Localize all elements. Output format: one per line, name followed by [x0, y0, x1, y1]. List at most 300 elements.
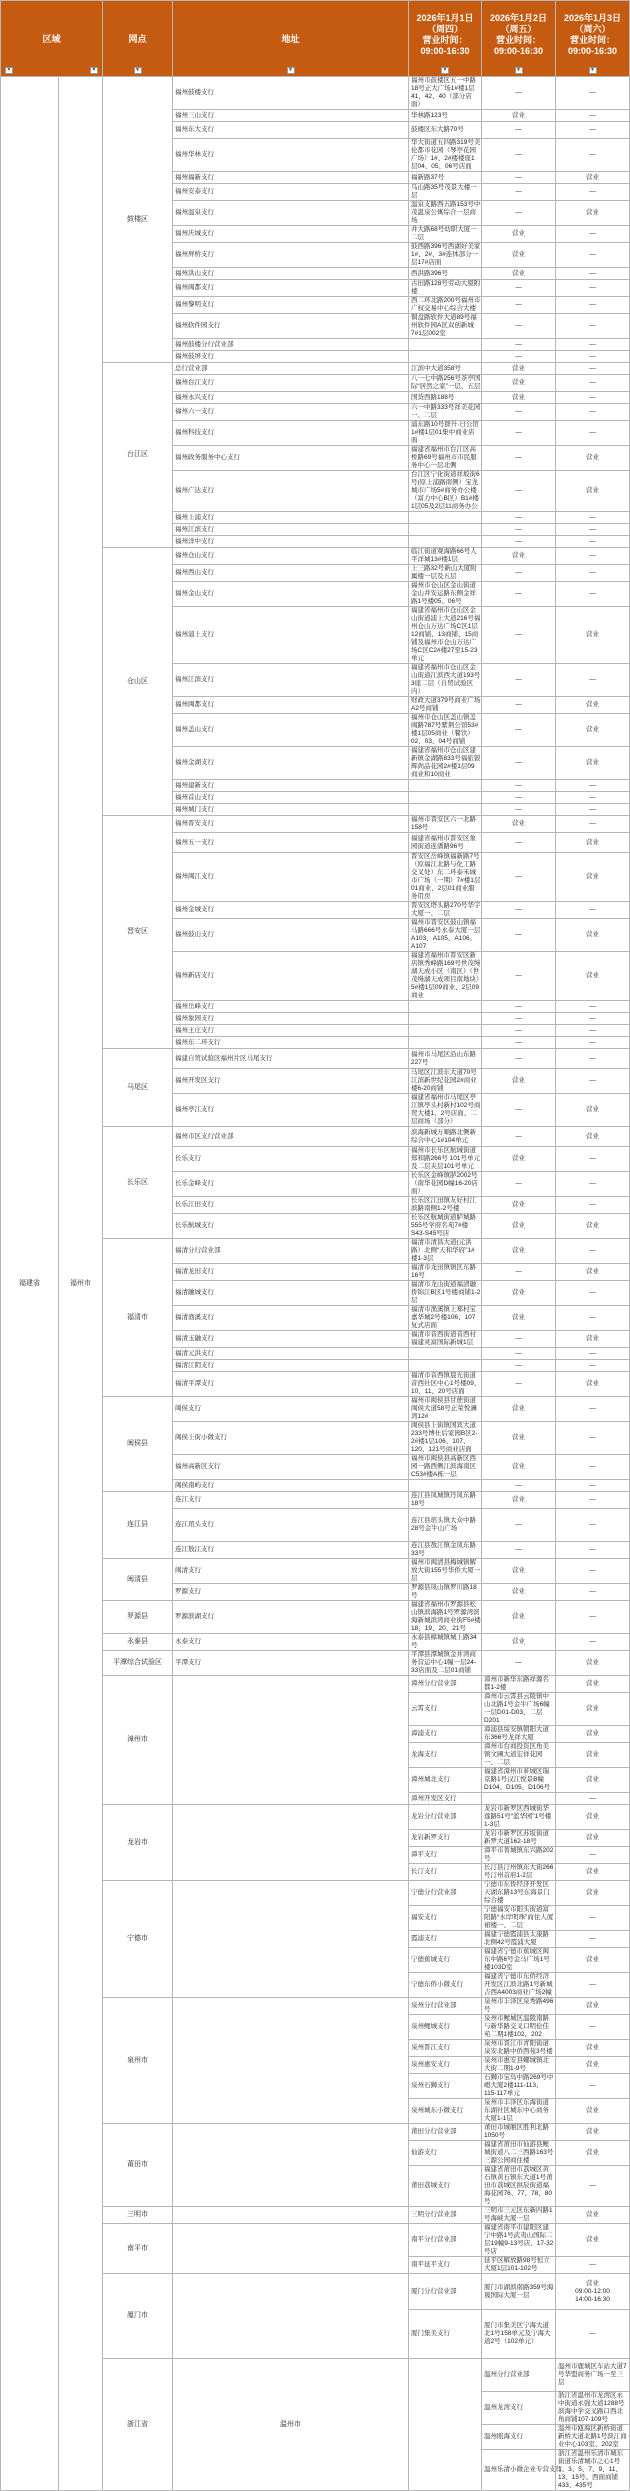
branch-address	[409, 1037, 482, 1049]
status-cell: 营业	[556, 1127, 630, 1147]
branch-name: 福州江滨支行	[173, 664, 409, 697]
status-cell: —	[482, 351, 556, 363]
dropdown-filter-icon[interactable]: ▼	[91, 67, 97, 73]
status-cell: —	[482, 404, 556, 421]
status-cell: —	[556, 1348, 630, 1360]
branch-name: 福州台江支行	[173, 375, 409, 392]
branch-address: 井大路68号幼职大厦一二层	[409, 226, 482, 243]
branch-name: 福州洋中支行	[173, 536, 409, 548]
status-cell: 营业	[556, 201, 630, 226]
branch-address: 西洪路396号	[409, 268, 482, 280]
branch-address: 福州市仓山区盖山镇盖阀路787号紫荆公馆53#楼1层05商业（餐饮）02、03、04号商铺	[409, 714, 482, 747]
branch-address: 福建宁德霞浦县太康路北侧42号霞浦大厦	[482, 1931, 556, 1948]
branch-address: 闽侯县上街镇国宾大道233号博仕后家园B区2-2#楼1层106、107、120、121号商业店面	[409, 1422, 482, 1455]
branch-name: 永泰支行	[173, 1634, 409, 1651]
status-cell: —	[556, 1584, 630, 1601]
branch-name: 福州科技支行	[173, 421, 409, 446]
status-cell: —	[482, 1013, 556, 1025]
dropdown-filter-icon[interactable]: ▼	[442, 67, 448, 73]
status-cell: 营业	[556, 1948, 630, 1973]
status-cell: —	[556, 110, 630, 122]
status-cell: 营业	[482, 1584, 556, 1601]
status-cell: 营业	[556, 2040, 630, 2057]
branch-address: 石狮市宝岛中路269号中嶝大厦2楼111-113、115-117单元	[482, 2074, 556, 2099]
branch-name: 总行营业部	[173, 363, 409, 375]
branch-name: 长乐支行	[173, 1147, 409, 1172]
status-cell: —	[482, 536, 556, 548]
dropdown-filter-icon[interactable]: ▼	[288, 67, 293, 73]
status-cell: 营业	[482, 1559, 556, 1584]
status-cell: —	[482, 792, 556, 804]
status-cell: —	[482, 565, 556, 582]
branch-name: 福州新店支行	[173, 952, 409, 1001]
branch-address	[409, 339, 482, 351]
status-cell: —	[556, 339, 630, 351]
branch-address: 鼓西路396号西湖好美家1#、2#、3#连体部分一层17#店面	[409, 243, 482, 268]
branch-name: 福安支行	[409, 1906, 482, 1931]
branch-address: 福州市闽清县梅城镇解放大街155号华侨大厦一层	[409, 1559, 482, 1584]
district-cell: 平潭综合试验区	[103, 1651, 173, 1676]
branch-name: 霞浦支行	[409, 1931, 482, 1948]
status-cell: 营业	[556, 2207, 630, 2224]
district-cell: 长乐区	[103, 1127, 173, 1239]
status-cell: 营业	[556, 1331, 630, 1348]
header-date-3: 2026年1月3日（周六） 营业时间： 09:00-16:30 ▼	[556, 1, 630, 77]
status-cell: 营业	[556, 2099, 630, 2124]
district-cell: 闽侯县	[103, 1397, 173, 1492]
branch-address: 莆田市城厢区胜利北路1050号	[482, 2124, 556, 2141]
branch-name: 福州鼓楼分行营业部	[173, 339, 409, 351]
branch-name: 福清渔溪支行	[173, 1306, 409, 1331]
branch-address: 长乐区金峰镇胪2002号（南华花园D幢16-20店面）	[409, 1172, 482, 1197]
status-cell: 营业	[556, 697, 630, 714]
branch-name: 福州屏桥支行	[173, 243, 409, 268]
branch-name: 宁德东侨小微支行	[409, 1973, 482, 1998]
status-cell: 营业	[556, 1743, 630, 1768]
status-cell: —	[556, 77, 630, 110]
branch-name: 厦门分行营业部	[409, 2274, 482, 2310]
district-cell	[173, 1881, 409, 1998]
table-header-row	[1, 1, 630, 77]
status-cell: —	[482, 122, 556, 139]
status-cell: —	[556, 1847, 630, 1864]
dropdown-filter-icon[interactable]: ▼	[590, 67, 595, 73]
branch-address: 滨海新城万顺路北侧新综合中心1#104单元	[409, 1127, 482, 1147]
branch-address	[409, 524, 482, 536]
status-cell: —	[482, 1372, 556, 1397]
branch-name: 福州浦上支行	[173, 607, 409, 664]
status-cell: 营业	[556, 172, 630, 184]
status-cell: 营业	[556, 952, 630, 1001]
city-cell: 泉州市	[103, 1998, 173, 2124]
branch-name: 温州分行营业部	[482, 2359, 556, 2392]
branch-name: 福清江阴支行	[173, 1360, 409, 1372]
branch-address	[409, 1480, 482, 1492]
branch-name: 福州高新区支行	[173, 1455, 409, 1480]
status-cell: —	[556, 363, 630, 375]
status-cell: 营业	[482, 268, 556, 280]
status-cell: 营业	[482, 1455, 556, 1480]
branch-address: 宁德市东侨经济开发区天湖东路13号东海景门综合楼	[482, 1881, 556, 1906]
city-cell: 漳州市	[103, 1676, 173, 1805]
status-cell: 营业	[482, 375, 556, 392]
branch-address	[409, 804, 482, 816]
district-cell: 福清市	[103, 1239, 173, 1397]
header-branch: 网点 ▼	[103, 1, 173, 77]
branch-name: 福州金山支行	[173, 582, 409, 607]
branch-name: 龙岩分行营业部	[409, 1805, 482, 1830]
status-cell: —	[556, 565, 630, 582]
branch-address: 温泉支路西五路153号中茂温泉公寓综合一层商场	[409, 201, 482, 226]
status-cell: —	[482, 1025, 556, 1037]
branch-name: 仙游支行	[409, 2141, 482, 2166]
province-cell: 福建省	[1, 77, 59, 2491]
branch-name: 长汀支行	[409, 1864, 482, 1881]
district-cell	[173, 2207, 409, 2224]
branch-address: 福建省福州市晋安区象园街道连潘路96号	[409, 833, 482, 853]
branch-address	[409, 780, 482, 792]
branch-address: 铜盘路软件大道89号福州软件园A区双创新城7#1层002室	[409, 314, 482, 339]
status-cell: —	[556, 1931, 630, 1948]
branch-address: 三明市三元区东新四路1号海峡大厦一层	[482, 2207, 556, 2224]
branch-address: 漳州市台商投资区角美镇文圃大道宏祥花园一、二层	[482, 1743, 556, 1768]
status-cell: —	[556, 1360, 630, 1372]
status-cell: 营业	[556, 607, 630, 664]
status-cell: —	[482, 952, 556, 1001]
status-cell: —	[482, 804, 556, 816]
branch-address	[409, 351, 482, 363]
branch-address: 福州市马尾区沿山东路227号	[409, 1049, 482, 1069]
branch-name: 福州三山支行	[173, 110, 409, 122]
status-cell: —	[482, 314, 556, 339]
branch-name: 福州晋安支行	[173, 816, 409, 833]
branch-name: 温州龙湾支行	[482, 2392, 556, 2425]
branch-address: 福建省福州市仓山区金山街道浦上大道216号福州仓山万达广场C区1层12商铺、13商铺、15商铺及福州市仓山万达广场C区C2#楼27至15-23单元	[409, 607, 482, 664]
status-cell: —	[482, 339, 556, 351]
branch-address: 泉州市丰泽区泉秀路496号	[482, 1998, 556, 2015]
status-cell: 营业	[556, 2224, 630, 2257]
branch-name: 福州政务服务中心支行	[173, 446, 409, 471]
status-cell: 营业	[556, 853, 630, 902]
status-cell: —	[556, 780, 630, 792]
status-cell: —	[482, 1509, 556, 1542]
status-cell: 营业	[556, 1805, 630, 1830]
status-cell: —	[556, 1793, 630, 1805]
branch-name: 莆田荔城支行	[409, 2166, 482, 2207]
branch-name: 福清元洪支行	[173, 1348, 409, 1360]
status-cell: 营业	[556, 1094, 630, 1127]
branch-name: 宁德蕉城支行	[409, 1948, 482, 1973]
branch-name: 平潭支行	[173, 1651, 409, 1676]
status-cell: —	[482, 1651, 556, 1676]
status-cell: —	[482, 1331, 556, 1348]
district-cell: 连江县	[103, 1492, 173, 1559]
status-cell: —	[482, 1001, 556, 1013]
branch-address: 福清市渔溪镇上郑村宝嘉华城2号楼106、107复式店面	[409, 1306, 482, 1331]
branch-name: 福清分行营业部	[173, 1239, 409, 1264]
branch-address: 平潭县潭城镇金井湾商务营运中心1幢一层24-33店面及二层01商铺	[409, 1651, 482, 1676]
branch-name: 长乐江田支行	[173, 1197, 409, 1214]
branch-name: 闽侯支行	[173, 1397, 409, 1422]
branch-address: 上三路32号新山大厦附属楼一层及五层	[409, 565, 482, 582]
branch-name: 龙岩新罗支行	[409, 1830, 482, 1847]
branch-address: 福州市鼓楼区五一中路18号正大广场1#楼1层41、42、40（部分店面）	[409, 77, 482, 110]
branch-address: 福清市龙田镇镇区东路16号	[409, 1264, 482, 1281]
status-cell: 营业	[482, 1422, 556, 1455]
status-cell: —	[556, 1906, 630, 1931]
status-cell: —	[556, 375, 630, 392]
status-cell: —	[556, 1422, 630, 1455]
branch-name: 罗源支行	[173, 1584, 409, 1601]
status-cell: 营业	[482, 816, 556, 833]
district-cell	[173, 2274, 409, 2359]
branch-address	[409, 536, 482, 548]
branch-address: 福建省莆田市荔城区黄石镇黄石镇东大道1号莆田市荔城区拱辰街道福海花园76、77、78、80号	[482, 2166, 556, 2207]
dropdown-filter-icon[interactable]: ▼	[6, 67, 12, 73]
status-cell: 营业	[556, 747, 630, 780]
status-cell: —	[556, 1492, 630, 1509]
branch-address: 连江县琯头镇大众中路28号金牛山广场	[409, 1509, 482, 1542]
status-cell: —	[482, 1542, 556, 1559]
branch-address: 福州市仓山区金山街道金山井安运路东侧金祥路1号楼05、06号	[409, 582, 482, 607]
province-cell: 浙江省	[103, 2359, 173, 2491]
status-cell: —	[482, 446, 556, 471]
status-cell: 营业	[482, 363, 556, 375]
branch-name: 泉州鲤城支行	[409, 2015, 482, 2040]
status-cell: —	[482, 172, 556, 184]
district-cell: 台江区	[103, 363, 173, 548]
branch-address: 华大街道五四路319号美伦都市花园（琴亭花园广场）1#、2#楼楼座1层04、05、06号店面	[409, 139, 482, 172]
branch-address: 乌山路35号茂景大楼一层	[409, 184, 482, 201]
branch-address: 长汀县汀州镇东大街266号汀州首府1-2层	[482, 1864, 556, 1881]
status-cell: —	[556, 1455, 630, 1480]
status-cell: —	[482, 1348, 556, 1360]
branch-name: 长乐金峰支行	[173, 1172, 409, 1197]
branch-address: 鼓楼区东大路70号	[409, 122, 482, 139]
branch-name: 福清龙田支行	[173, 1264, 409, 1281]
status-cell: —	[556, 243, 630, 268]
district-cell: 晋安区	[103, 816, 173, 1049]
branch-address	[409, 1001, 482, 1013]
branch-name: 福州岳峰支行	[173, 1001, 409, 1013]
status-cell: —	[556, 664, 630, 697]
branch-name: 漳浦支行	[409, 1726, 482, 1743]
status-cell: —	[556, 804, 630, 816]
status-cell: —	[556, 1037, 630, 1049]
branch-address: 福建省福州市台江区高桥路69号福州市市民服务中心一层北侧	[409, 446, 482, 471]
branch-address: 六一中路333号祥美花园一、二层	[409, 404, 482, 421]
status-cell: —	[556, 297, 630, 314]
branch-name: 福州福新支行	[173, 172, 409, 184]
header-date-1: 2026年1月1日（周四） 营业时间： 09:00-16:30 ▼	[409, 1, 482, 77]
city-cell: 龙岩市	[103, 1805, 173, 1881]
branch-name: 闽清支行	[173, 1559, 409, 1584]
status-cell: —	[556, 1197, 630, 1214]
status-cell: —	[556, 1239, 630, 1264]
branch-address: 福建省宁德市蕉城区闽东中路6号金马广场1号楼103D室	[482, 1948, 556, 1973]
status-cell: 营业	[556, 1768, 630, 1793]
status-cell: —	[482, 747, 556, 780]
status-cell: —	[556, 2015, 630, 2040]
branch-name: 福州温泉支行	[173, 201, 409, 226]
branch-address: 罗源县凤山镇罗川路18号	[409, 1584, 482, 1601]
status-cell: —	[556, 1397, 630, 1422]
status-cell: —	[556, 404, 630, 421]
status-cell: 营业	[556, 1676, 630, 1693]
status-cell: 营业	[556, 446, 630, 471]
branch-address: 厦门市集美区宁海大道北1号158单元及宁海大道2号（102单元）	[482, 2310, 556, 2359]
header-region: 区域 ▼ ▼	[1, 1, 103, 77]
status-cell: 营业	[482, 1069, 556, 1094]
status-cell: —	[556, 392, 630, 404]
status-cell: —	[556, 314, 630, 339]
district-cell	[173, 2224, 409, 2274]
table-row	[1, 77, 630, 110]
branch-address	[409, 1025, 482, 1037]
district-cell: 永泰县	[103, 1634, 173, 1651]
branch-name: 福州西山支行	[173, 565, 409, 582]
status-cell: —	[556, 1281, 630, 1306]
status-cell: —	[482, 1264, 556, 1281]
status-cell: —	[556, 1480, 630, 1492]
district-cell: 罗源县	[103, 1601, 173, 1634]
status-cell: 营业	[556, 1372, 630, 1397]
branch-name: 福州庆城支行	[173, 226, 409, 243]
status-cell: —	[556, 2257, 630, 2274]
status-cell: 营业	[556, 1830, 630, 1847]
branch-address: 福建省福州市马尾区亭江镇亭头村新村102号商贸大楼1、2号店面、二层商场（部分）	[409, 1094, 482, 1127]
branch-address: 台江区宁化街道祥坂街6号(原上浦路南侧）宝龙城市广场5#商务办公楼（富力中心B区）B1#楼1层05及2层11商务办公	[409, 471, 482, 512]
branch-address: 漳州市云霄县云陵镇中山北路1号金牛广场6幢一层D01-D03、二层D201	[482, 1693, 556, 1726]
branch-address: 福建省南平市建阳区建宁中路1号武夷山国际二层19幢9-13号店、17-32号店	[482, 2224, 556, 2257]
branch-name: 南平延平支行	[409, 2257, 482, 2274]
branch-name: 福州王庄支行	[173, 1025, 409, 1037]
status-cell: —	[556, 1013, 630, 1025]
branch-address: 龙岩市新罗区西城街华莲路51号“蓝华园”1号楼1-3层	[482, 1805, 556, 1830]
city-cell: 福州市	[59, 77, 103, 2491]
branch-name: 福州鼓楼支行	[173, 77, 409, 110]
branch-address	[482, 1793, 556, 1805]
status-cell: 营业	[556, 1881, 630, 1906]
branch-name: 福州鼓山支行	[173, 919, 409, 952]
branch-name: 泉州城东小微支行	[409, 2099, 482, 2124]
status-cell: —	[556, 1559, 630, 1584]
dropdown-filter-icon[interactable]: ▼	[135, 67, 140, 73]
branch-name: 长乐航城支行	[173, 1214, 409, 1239]
status-cell: 营业	[482, 226, 556, 243]
status-cell: 营业	[482, 1147, 556, 1172]
status-cell: —	[482, 77, 556, 110]
branch-name: 闽侯南屿支行	[173, 1480, 409, 1492]
branch-address: 国货西路188号	[409, 392, 482, 404]
branch-name: 温州瓯海支行	[482, 2425, 556, 2450]
branch-name: 温州乐清小微企业专营支行	[482, 2450, 556, 2491]
branch-name: 三明分行营业部	[409, 2207, 482, 2224]
table-body	[1, 77, 630, 2491]
status-cell: 营业	[556, 833, 630, 853]
branch-name: 福州盖山支行	[173, 714, 409, 747]
branch-address: 福建省莆田市仙游县鲤城街道八二三西路163号三源公园商住楼	[482, 2141, 556, 2166]
status-cell: —	[482, 421, 556, 446]
branch-name: 泉州惠安支行	[409, 2057, 482, 2074]
city-cell: 厦门市	[103, 2274, 173, 2359]
branch-address: 延平区解放路98号恒立大厦1层101-102号	[482, 2257, 556, 2274]
status-cell: 营业	[482, 392, 556, 404]
status-cell: —	[482, 201, 556, 226]
branch-name: 福州软件园支行	[173, 314, 409, 339]
branch-address: 福建省福州市罗源县松山镇滨海路1号罗源湾滨海新城滨湾商业街F5#楼18、19、20、21号	[409, 1601, 482, 1634]
status-cell: 营业	[482, 1634, 556, 1651]
district-cell: 马尾区	[103, 1049, 173, 1127]
branch-address: 八一七中路256号茶亭国际“居然之家”一层、五层	[409, 375, 482, 392]
status-cell: —	[556, 122, 630, 139]
branch-name: 福清平潭支行	[173, 1372, 409, 1397]
status-cell: 营业	[556, 919, 630, 952]
status-cell: —	[556, 351, 630, 363]
branch-address: 浦东路10号群升·日公馆1#楼1层01集中商业店面	[409, 421, 482, 446]
status-cell: 营业 09:00-12:00 14:00-16:30	[556, 2274, 630, 2310]
branch-name: 福州闽都支行	[173, 280, 409, 297]
status-cell: 营业	[556, 1693, 630, 1726]
status-cell: —	[482, 1360, 556, 1372]
status-cell: 营业	[482, 1239, 556, 1264]
status-cell: —	[482, 853, 556, 902]
branch-name: 福州亭江支行	[173, 1094, 409, 1127]
branch-name: 漳平支行	[409, 1847, 482, 1864]
status-cell: —	[556, 139, 630, 172]
status-cell: 营业	[556, 1726, 630, 1743]
branch-address: 龙岩市新罗区苏坂街道新罗大道162-18号	[482, 1830, 556, 1847]
branch-address: 福建省福州市仓山区金山街道江滨西大道193号3座二层（自贸试验区内）	[409, 664, 482, 697]
status-cell: —	[482, 1049, 556, 1069]
city-cell: 三明市	[103, 2207, 173, 2224]
status-cell: —	[556, 184, 630, 201]
status-cell: —	[482, 139, 556, 172]
branch-address	[409, 792, 482, 804]
branch-address: 华林路123号	[409, 110, 482, 122]
branch-address: 古田路128号劳动大厦附楼	[409, 280, 482, 297]
status-cell: —	[482, 1127, 556, 1147]
status-cell: 营业	[556, 1264, 630, 1281]
status-cell: —	[556, 1172, 630, 1197]
branch-address: 浙江省温州乐清市城东街道乐清城市之心1号 1、3、5、7、9、11、13、15号、西面商铺433、435号	[556, 2450, 630, 2491]
status-cell: —	[482, 280, 556, 297]
status-cell: 营业	[556, 1864, 630, 1881]
branch-name: 福州六一支行	[173, 404, 409, 421]
dropdown-filter-icon[interactable]: ▼	[516, 67, 521, 73]
district-cell: 鼓楼区	[103, 77, 173, 363]
status-cell: —	[556, 1509, 630, 1542]
city-cell: 南平市	[103, 2224, 173, 2274]
branch-address: 福清市音西镇晨光街道音西社区中心1号楼09、10、11、20号店面	[409, 1372, 482, 1397]
status-cell: —	[482, 471, 556, 512]
branch-name: 连江支行	[173, 1492, 409, 1509]
branch-name: 福州闽都支行	[173, 697, 409, 714]
branch-name: 连江敖江支行	[173, 1542, 409, 1559]
branch-name: 漳州开发区支行	[409, 1793, 482, 1805]
branch-address	[409, 1360, 482, 1372]
status-cell: —	[482, 697, 556, 714]
branch-name: 福建自贸试验区福州片区马尾支行	[173, 1049, 409, 1069]
status-cell: —	[482, 1172, 556, 1197]
branch-address: 晋安区岳峰镇福新路7号（原福江北路与化工路交叉处）东二环泰禾城市广场（一期）7#楼1层01商业、2层01商业服务用房	[409, 853, 482, 902]
district-cell	[173, 2124, 409, 2207]
status-cell: 营业	[482, 1397, 556, 1422]
branch-address: 福建省福州市仓山区建新镇金湖路833号福旅银辉尚品花园2#楼1层09商业和10商业	[409, 747, 482, 780]
branch-address	[409, 1013, 482, 1025]
branch-address: 福建省福州市晋安区新店镇秀峰路169号世茂缦湖天成小区（南区）（世茂缦湖天成项目南地块）5#楼1层09商业、2层09商业	[409, 952, 482, 1001]
branch-name: 龙海支行	[409, 1743, 482, 1768]
